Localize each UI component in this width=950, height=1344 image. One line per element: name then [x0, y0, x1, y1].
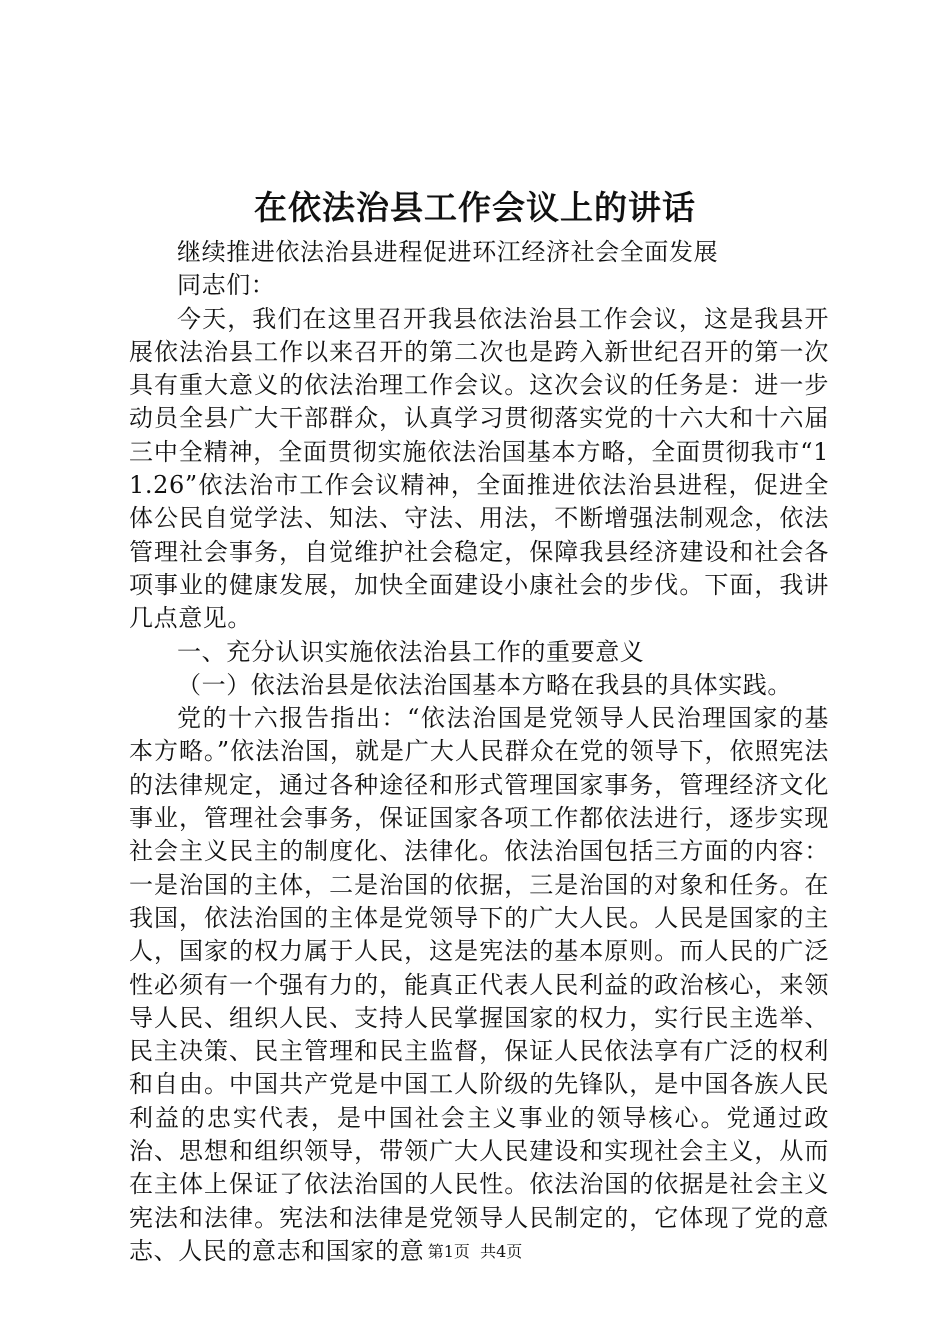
subtitle-paragraph: 继续推进依法治县进程促进环江经济社会全面发展 [177, 238, 719, 266]
body-paragraph: 今天，我们在这里召开我县依法治县工作会议，这是我县开展依法治县工作以来召开的第二次也是跨入新世纪召开的第一次具有重大意义的依法治理工作会议。这次会议的任务是：进一步动员全县广大干部群众，认真学习贯彻落实党的十六大和十六届三中全精神，全面贯彻实施依法治国基本方略，全面贯彻我市“11.26”依法治市工作会议精神，全面推进依法治县进程，促进全体公民自觉学法、知法、守法、用法，不断增强法制观念，依法管理社会事务，自觉维护社会稳定，保障我县经济建设和社会各项事业的健康发展，加快全面建设小康社会的步伐。下面，我讲几点意见。 [129, 304, 829, 633]
body-paragraph: 党的十六报告指出：“依法治国是党领导人民治理国家的基本方略。”依法治国，就是广大人民群众在党的领导下，依照宪法的法律规定，通过各种途径和形式管理国家事务，管理经济文化事业，管理社会事务，保证国家各项工作都依法进行，逐步实现社会主义民主的制度化、法律化。依法治国包括三方面的内容：一是治国的主体，二是治国的依据，三是治国的对象和任务。在我国，依法治国的主体是党领导下的广大人民。人民是国家的主人，国家的权力属于人民，这是宪法的基本原则。而人民的广泛性必须有一个强有力的，能真正代表人民利益的政治核心，来领导人民、组织人民、支持人民掌握国家的权力，实行民主选举、民主决策、民主管理和民主监督，保证人民依法享有广泛的权利和自由。中国共产党是中国工人阶级的先锋队，是中国各族人民利益的忠实代表，是中国社会主义事业的领导核心。党通过政治、思想和组织领导，带领广大人民建设和实现社会主义，从而在主体上保证了依法治国的人民性。依法治国的依据是社会主义宪法和法律。宪法和法律是党领导人民制定的，它体现了党的意志、人民的意志和国家的意 [129, 704, 829, 1265]
subsection-heading: （一）依法治县是依法治国基本方略在我县的具体实践。 [177, 670, 792, 699]
page-footer: 第1页 共4页 [427, 1242, 523, 1261]
salutation-paragraph: 同志们： [177, 271, 276, 300]
document-title: 在依法治县工作会议上的讲话 [254, 188, 696, 227]
section-heading: 一、充分认识实施依法治县工作的重要意义 [177, 637, 645, 666]
document-body [129, 236, 829, 1268]
